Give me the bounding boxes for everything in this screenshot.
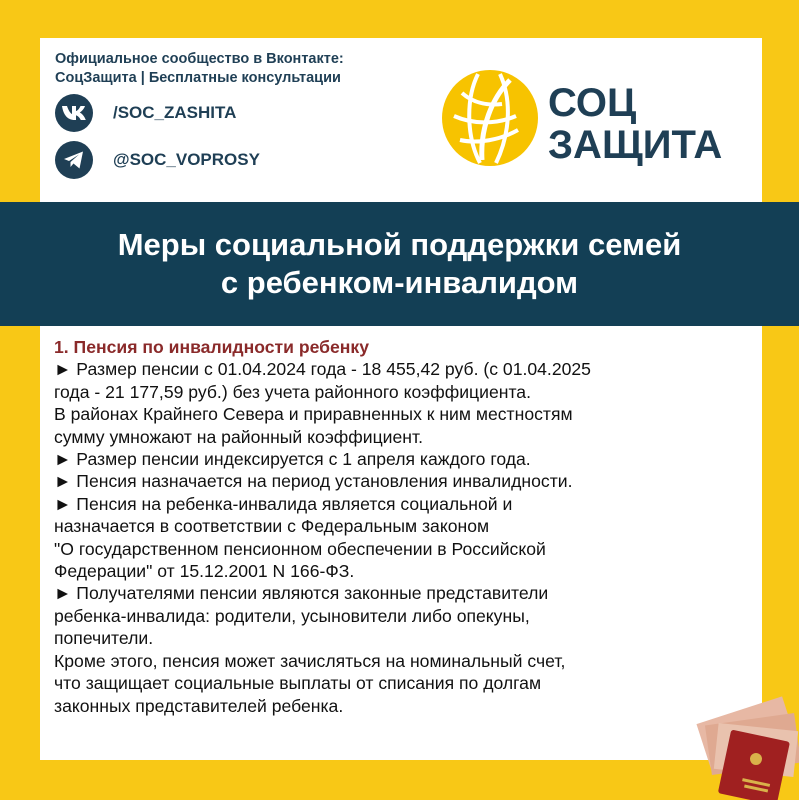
text-line: Кроме этого, пенсия может зачисляться на номинальный счет, <box>54 650 566 671</box>
vk-icon <box>55 94 93 132</box>
telegram-icon <box>55 141 93 179</box>
text-line: ► Пенсия назначается на период установления инвалидности. <box>54 471 573 492</box>
text-line: ► Размер пенсии с 01.04.2024 года - 18 455,42 руб. (с 01.04.2025 <box>54 359 591 380</box>
logo-line-2: ЗАЩИТА <box>548 123 723 167</box>
text-line: сумму умножают на районный коэффициент. <box>54 426 423 447</box>
logo-text <box>548 82 722 166</box>
text-line: В районах Крайнего Севера и приравненных к ним местностям <box>54 404 573 425</box>
title-line-2: с ребенком-инвалидом <box>220 265 579 300</box>
section-heading: 1. Пенсия по инвалидности ребенку <box>54 337 370 357</box>
money-and-pension-certificate-image <box>690 695 799 800</box>
text-line: ► Размер пенсии индексируется с 1 апреля каждого года. <box>54 449 531 470</box>
title-line-1: Меры социальной поддержки семей <box>117 227 682 262</box>
content-text <box>54 336 759 717</box>
vk-link[interactable] <box>55 94 236 132</box>
logo-line-1: СОЦ <box>548 81 637 125</box>
text-line: ► Пенсия на ребенка-инвалида является социальной и <box>54 493 513 514</box>
title-banner <box>0 202 799 326</box>
text-line: ► Получателями пенсии являются законные представители <box>54 583 549 604</box>
text-line: попечители. <box>54 628 154 649</box>
text-line: года - 21 177,59 руб.) без учета районного коэффициента. <box>54 381 531 402</box>
vk-handle: /SOC_ZASHITA <box>113 103 237 122</box>
telegram-handle: @SOC_VOPROSY <box>113 150 260 169</box>
community-info <box>55 50 344 88</box>
text-line: что защищает социальные выплаты от списания по долгам <box>54 673 542 694</box>
text-line: назначается в соответствии с Федеральным законом <box>54 516 490 537</box>
text-line: "О государственном пенсионном обеспечении в Российской <box>54 538 546 559</box>
globe-logo-icon <box>440 68 540 168</box>
text-line: ребенка-инвалида: родители, усыновители либо опекуны, <box>54 605 530 626</box>
community-line-1: Официальное сообщество в Вконтакте: <box>55 51 344 67</box>
text-line: Федерации" от 15.12.2001 N 166-ФЗ. <box>54 561 355 582</box>
text-line: законных представителей ребенка. <box>54 695 344 716</box>
community-line-2: СоцЗащита | Бесплатные консультации <box>55 70 341 86</box>
telegram-link[interactable] <box>55 141 260 179</box>
